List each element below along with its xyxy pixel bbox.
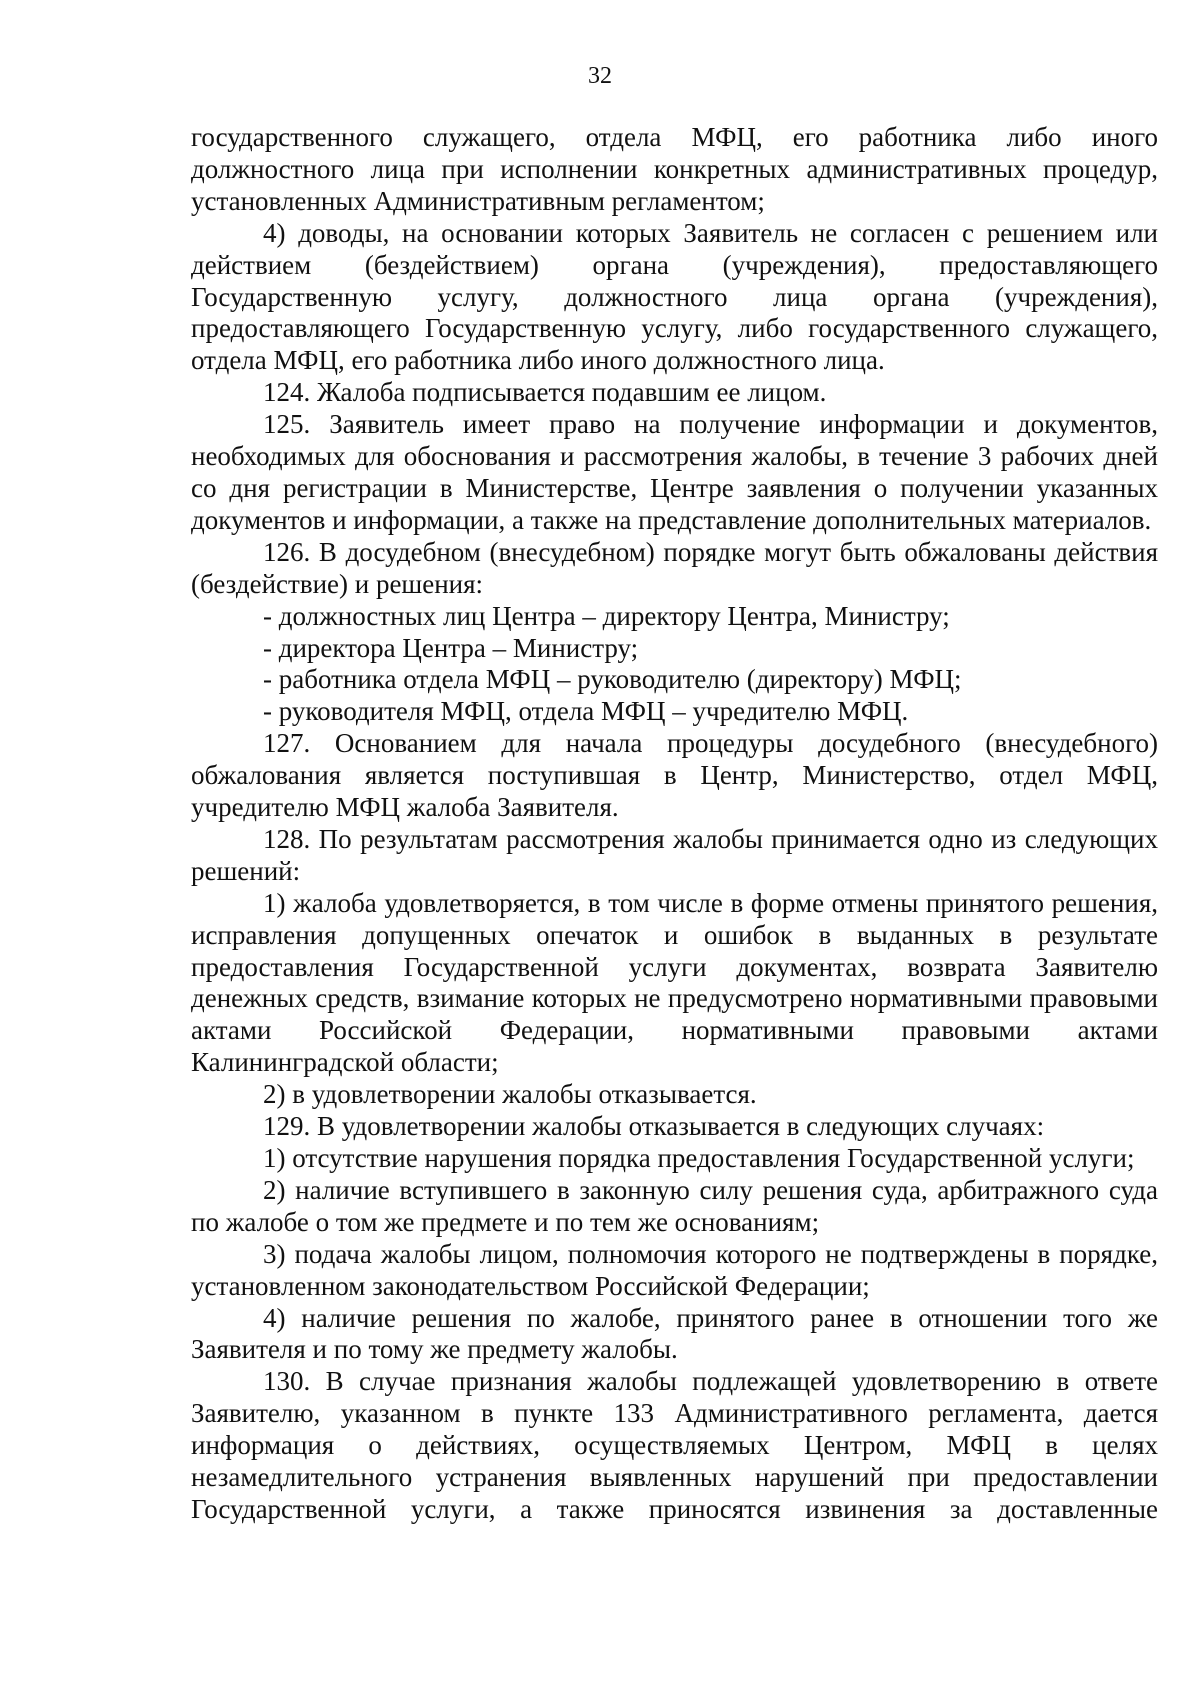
- paragraph: 4) наличие решения по жалобе, принятого ранее в отношении того же Заявителя и по тому же предмету жалобы.: [191, 1302, 1158, 1365]
- page-number: 32: [588, 63, 612, 89]
- paragraph: 3) подача жалобы лицом, полномочия которого не подтверждены в порядке, установленном законодательством Российской Федерации;: [191, 1238, 1158, 1301]
- paragraph: 125. Заявитель имеет право на получение информации и документов, необходимых для обоснования и рассмотрения жалобы, в течение 3 рабочих дней со дня регистрации в Министерстве, Центре заявления о получении указанных документов и информации, а также на представление дополнительных материалов.: [191, 409, 1158, 535]
- paragraph: 124. Жалоба подписывается подавшим ее лицом.: [263, 377, 827, 408]
- list-item: - директора Центра – Министру;: [263, 632, 639, 663]
- paragraph: 1) отсутствие нарушения порядка предоставления Государственной услуги;: [263, 1143, 1135, 1173]
- paragraph: 126. В досудебном (внесудебном) порядке могут быть обжалованы действия (бездействие) и решения:: [191, 536, 1158, 599]
- list-item: - руководителя МФЦ, отдела МФЦ – учредителю МФЦ.: [263, 696, 909, 727]
- paragraph: 130. В случае признания жалобы подлежащей удовлетворению в ответе Заявителю, указанном в пункте 133 Административного регламента, дается информация о действиях, осуществляемых Центром, МФЦ в целях незамедлительного устранения выявленных нарушений при предоставлении Государственной услуги, а также приносятся извинения за доставленные: [191, 1366, 1158, 1524]
- paragraph: 128. По результатам рассмотрения жалобы принимается одно из следующих решений:: [191, 823, 1158, 886]
- paragraph: государственного служащего, отдела МФЦ, его работника либо иного должностного лица при исполнении конкретных административных процедур, установленных Административным регламентом;: [191, 122, 1158, 216]
- list-item: - работника отдела МФЦ – руководителю (директору) МФЦ;: [263, 664, 962, 695]
- paragraph: 1) жалоба удовлетворяется, в том числе в форме отмены принятого решения, исправления допущенных опечаток и ошибок в выданных в результате предоставления Государственной услуги документах, возврата Заявителю денежных средств, взимание которых не предусмотрено нормативными правовыми актами Российской Федерации, нормативными правовыми актами Калининградской области;: [191, 887, 1158, 1078]
- list-item: - должностных лиц Центра – директору Центра, Министру;: [263, 600, 950, 631]
- paragraph: 2) в удовлетворении жалобы отказывается.: [263, 1079, 757, 1110]
- paragraph: 2) наличие вступившего в законную силу решения суда, арбитражного суда по жалобе о том же предмете и по тем же основаниям;: [191, 1174, 1158, 1237]
- paragraph: 4) доводы, на основании которых Заявитель не согласен с решением или действием (бездействием) органа (учреждения), предоставляющего Государственную услугу, должностного лица органа (учреждения), предоставляющего Государственную услугу, либо государственного служащего, отдела МФЦ, его работника либо иного должностного лица.: [191, 217, 1158, 376]
- paragraph: 127. Основанием для начала процедуры досудебного (внесудебного) обжалования является поступившая в Центр, Министерство, отдел МФЦ, учредителю МФЦ жалоба Заявителя.: [191, 728, 1158, 823]
- document-body: [191, 122, 1158, 1526]
- paragraph: 129. В удовлетворении жалобы отказывается в следующих случаях:: [263, 1111, 1045, 1142]
